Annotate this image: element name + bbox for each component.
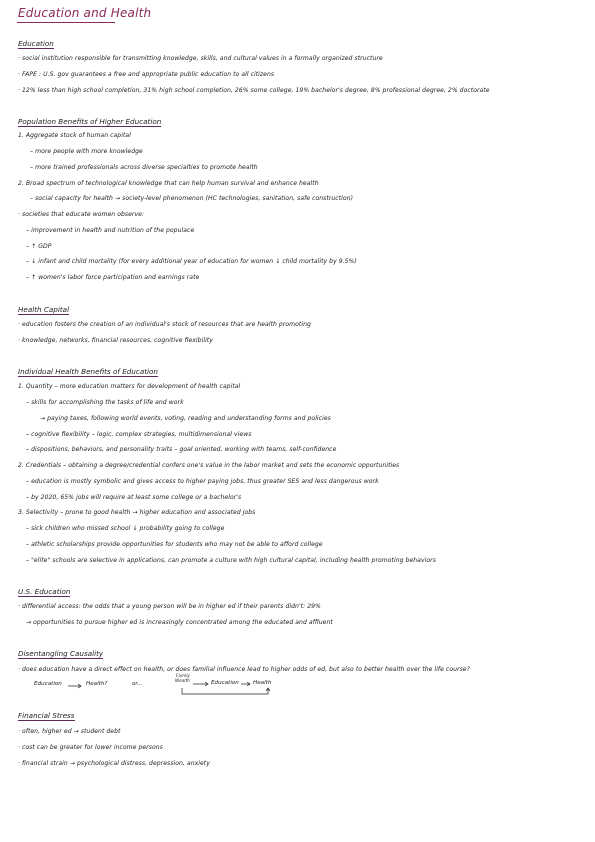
population-line-9: – ↓ infant and child mortality (for every additional year of education for women ↓ child mortality by 9.5%) — [26, 258, 357, 265]
financial-line-1: · often, higher ed → student debt — [18, 728, 121, 735]
heading-financial-stress: Financial Stress — [18, 711, 75, 720]
population-line-6: · societies that educate women observe: — [18, 211, 145, 218]
population-line-7: – improvement in health and nutrition of the populace — [26, 227, 195, 234]
population-line-4: 2. Broad spectrum of technological knowledge that can help human survival and enhance health — [18, 180, 319, 187]
us-education-line-2: → opportunities to pursue higher ed is increasingly concentrated among the educated and affluent — [26, 619, 333, 626]
diagram-wealth-label: Wealth — [175, 678, 190, 683]
us-education-line-1: · differential access: the odds that a young person will be in higher ed if their parents didn't: 29% — [18, 603, 321, 610]
population-line-3: – more trained professionals across diverse specialties to promote health — [30, 164, 258, 171]
heading-health-capital: Health Capital — [18, 305, 70, 314]
individual-line-3: → paying taxes, following world events, voting, reading and understanding forms and policies — [40, 415, 331, 422]
title-underline — [17, 22, 115, 23]
causality-line-1: · does education have a direct effect on health, or does familial influence lead to higher odds of ed, but also to better health over the life course? — [18, 666, 470, 673]
diagram-health-right: Health — [253, 680, 272, 686]
diagram-health-question: Health? — [86, 681, 108, 687]
population-line-10: – ↑ women's labor force participation and earnings rate — [26, 274, 200, 281]
heading-us-education: U.S. Education — [18, 587, 71, 596]
financial-line-3: · financial strain → psychological distress, depression, anxiety — [18, 760, 210, 767]
individual-line-11: – athletic scholarships provide opportunities for students who may not be able to afford college — [26, 541, 323, 548]
diagram-arrow-2 — [193, 681, 211, 687]
individual-line-7: – education is mostly symbolic and gives access to higher paying jobs, thus greater SES and less dangerous work — [26, 478, 379, 485]
education-line-1: · social institution responsible for transmitting knowledge, skills, and cultural values in a formally organized structure — [18, 55, 383, 62]
population-line-2: – more people with more knowledge — [30, 148, 143, 155]
population-line-5: – social capacity for health → society-level phenomenon (HC technologies, sanitation, safe construction) — [30, 195, 354, 202]
education-line-3: · 12% less than high school completion, 31% high school completion, 26% some college, 19% bachelor's degree, 8% professional degree, 2% doctorate — [18, 87, 490, 94]
individual-line-1: 1. Quantity – more education matters for development of health capital — [18, 383, 241, 390]
financial-line-2: · cost can be greater for lower income persons — [18, 744, 163, 751]
diagram-or: or... — [132, 681, 143, 687]
individual-line-6: 2. Credentials – obtaining a degree/credential confers one's value in the labor market and sets the economic opportunities — [18, 462, 400, 469]
education-line-2: · FAPE : U.S. gov guarantees a free and appropriate public education to all citizens — [18, 71, 275, 78]
diagram-bypass-arrow — [180, 688, 272, 697]
individual-line-12: – "elite" schools are selective in applications, can promote a culture with high cultural capital, including health promoting behaviors — [26, 557, 436, 564]
individual-line-5: – dispositions, behaviors, and personality traits – goal oriented, working with teams, self-confidence — [26, 446, 337, 453]
heading-individual-benefits: Individual Health Benefits of Education — [18, 367, 158, 376]
individual-line-2: – skills for accomplishing the tasks of life and work — [26, 399, 184, 406]
health-capital-line-1: · education fosters the creation of an individual's stock of resources that are health promoting — [18, 321, 311, 328]
heading-education: Education — [18, 39, 54, 48]
diagram-education-left: Education — [34, 681, 62, 687]
heading-disentangling-causality: Disentangling Causality — [18, 649, 104, 658]
diagram-arrow-1 — [68, 683, 84, 689]
individual-line-9: 3. Selectivity – prone to good health → higher education and associated jobs — [18, 509, 256, 516]
individual-line-8: – by 2020, 65% jobs will require at least some college or a bachelor's — [26, 494, 242, 501]
individual-line-4: – cognitive flexibility – logic, complex strategies, multidimensional views — [26, 431, 252, 438]
diagram-family-label: Family — [176, 673, 190, 678]
population-line-1: 1. Aggregate stock of human capital — [18, 132, 131, 139]
health-capital-line-2: · knowledge, networks, financial resources, cognitive flexibility — [18, 337, 213, 344]
individual-line-10: – sick children who missed school ↓ probability going to college — [26, 525, 225, 532]
diagram-education-right: Education — [211, 680, 239, 686]
diagram-arrow-3 — [241, 681, 253, 687]
population-line-8: – ↑ GDP — [26, 243, 52, 250]
heading-population-benefits: Population Benefits of Higher Education — [18, 117, 162, 126]
page-title: Education and Health — [18, 6, 152, 20]
